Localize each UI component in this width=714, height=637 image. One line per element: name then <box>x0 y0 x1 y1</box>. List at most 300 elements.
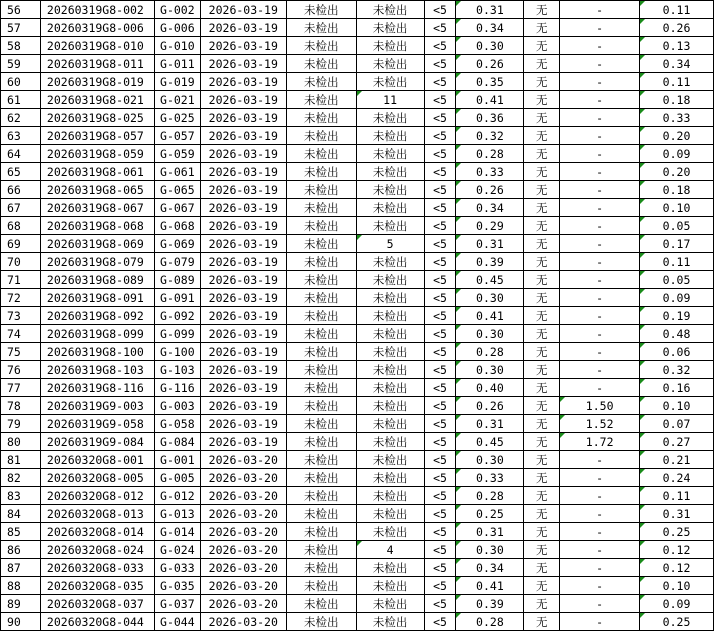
flag-cell[interactable]: 无 <box>524 91 560 109</box>
limit-cell[interactable]: <5 <box>424 271 456 289</box>
result-b-cell[interactable]: 未检出 <box>356 559 424 577</box>
test-date-cell[interactable]: 2026-03-19 <box>200 37 286 55</box>
value-e-cell[interactable]: 0.25 <box>640 523 714 541</box>
value-d-cell[interactable]: - <box>560 523 640 541</box>
test-date-cell[interactable]: 2026-03-19 <box>200 325 286 343</box>
result-a-cell[interactable]: 未检出 <box>286 181 356 199</box>
test-date-cell[interactable]: 2026-03-19 <box>200 1 286 19</box>
test-date-cell[interactable]: 2026-03-19 <box>200 181 286 199</box>
value-e-cell[interactable]: 0.20 <box>640 127 714 145</box>
sample-code-cell[interactable]: G-069 <box>154 235 200 253</box>
limit-cell[interactable]: <5 <box>424 235 456 253</box>
test-date-cell[interactable]: 2026-03-19 <box>200 145 286 163</box>
limit-cell[interactable]: <5 <box>424 181 456 199</box>
result-b-cell[interactable]: 未检出 <box>356 523 424 541</box>
flag-cell[interactable]: 无 <box>524 19 560 37</box>
sample-code-cell[interactable]: G-035 <box>154 577 200 595</box>
result-a-cell[interactable]: 未检出 <box>286 145 356 163</box>
value-d-cell[interactable]: - <box>560 181 640 199</box>
value-c-cell[interactable]: 0.31 <box>456 415 524 433</box>
sample-code-cell[interactable]: G-059 <box>154 145 200 163</box>
limit-cell[interactable]: <5 <box>424 19 456 37</box>
limit-cell[interactable]: <5 <box>424 361 456 379</box>
result-a-cell[interactable]: 未检出 <box>286 397 356 415</box>
flag-cell[interactable]: 无 <box>524 271 560 289</box>
test-date-cell[interactable]: 2026-03-19 <box>200 253 286 271</box>
test-date-cell[interactable]: 2026-03-19 <box>200 73 286 91</box>
result-b-cell[interactable]: 未检出 <box>356 397 424 415</box>
sample-code-cell[interactable]: G-003 <box>154 397 200 415</box>
sample-id-cell[interactable]: 20260320G8-005 <box>40 469 154 487</box>
sample-code-cell[interactable]: G-021 <box>154 91 200 109</box>
row-number-cell[interactable]: 86 <box>1 541 41 559</box>
sample-id-cell[interactable]: 20260320G8-013 <box>40 505 154 523</box>
result-a-cell[interactable]: 未检出 <box>286 253 356 271</box>
sample-code-cell[interactable]: G-005 <box>154 469 200 487</box>
limit-cell[interactable]: <5 <box>424 559 456 577</box>
test-date-cell[interactable]: 2026-03-19 <box>200 271 286 289</box>
value-e-cell[interactable]: 0.10 <box>640 199 714 217</box>
sample-id-cell[interactable]: 20260320G8-035 <box>40 577 154 595</box>
value-d-cell[interactable]: - <box>560 451 640 469</box>
limit-cell[interactable]: <5 <box>424 109 456 127</box>
value-c-cell[interactable]: 0.28 <box>456 145 524 163</box>
sample-code-cell[interactable]: G-011 <box>154 55 200 73</box>
row-number-cell[interactable]: 65 <box>1 163 41 181</box>
result-a-cell[interactable]: 未检出 <box>286 559 356 577</box>
flag-cell[interactable]: 无 <box>524 181 560 199</box>
result-a-cell[interactable]: 未检出 <box>286 379 356 397</box>
value-d-cell[interactable]: - <box>560 55 640 73</box>
row-number-cell[interactable]: 78 <box>1 397 41 415</box>
flag-cell[interactable]: 无 <box>524 199 560 217</box>
result-b-cell[interactable]: 未检出 <box>356 217 424 235</box>
result-b-cell[interactable]: 未检出 <box>356 613 424 631</box>
test-date-cell[interactable]: 2026-03-20 <box>200 505 286 523</box>
value-c-cell[interactable]: 0.30 <box>456 541 524 559</box>
sample-code-cell[interactable]: G-091 <box>154 289 200 307</box>
value-c-cell[interactable]: 0.34 <box>456 559 524 577</box>
sample-id-cell[interactable]: 20260319G8-116 <box>40 379 154 397</box>
result-a-cell[interactable]: 未检出 <box>286 217 356 235</box>
sample-id-cell[interactable]: 20260319G9-058 <box>40 415 154 433</box>
flag-cell[interactable]: 无 <box>524 73 560 91</box>
sample-id-cell[interactable]: 20260320G8-012 <box>40 487 154 505</box>
flag-cell[interactable]: 无 <box>524 163 560 181</box>
result-b-cell[interactable]: 5 <box>356 235 424 253</box>
flag-cell[interactable]: 无 <box>524 451 560 469</box>
value-c-cell[interactable]: 0.29 <box>456 217 524 235</box>
sample-id-cell[interactable]: 20260320G8-037 <box>40 595 154 613</box>
value-c-cell[interactable]: 0.39 <box>456 253 524 271</box>
result-a-cell[interactable]: 未检出 <box>286 271 356 289</box>
result-a-cell[interactable]: 未检出 <box>286 541 356 559</box>
value-d-cell[interactable]: - <box>560 163 640 181</box>
test-date-cell[interactable]: 2026-03-19 <box>200 91 286 109</box>
flag-cell[interactable]: 无 <box>524 307 560 325</box>
value-e-cell[interactable]: 0.09 <box>640 595 714 613</box>
result-b-cell[interactable]: 4 <box>356 541 424 559</box>
result-a-cell[interactable]: 未检出 <box>286 163 356 181</box>
result-a-cell[interactable]: 未检出 <box>286 451 356 469</box>
value-d-cell[interactable]: - <box>560 325 640 343</box>
value-e-cell[interactable]: 0.25 <box>640 613 714 631</box>
value-c-cell[interactable]: 0.30 <box>456 37 524 55</box>
value-c-cell[interactable]: 0.41 <box>456 577 524 595</box>
flag-cell[interactable]: 无 <box>524 379 560 397</box>
value-e-cell[interactable]: 0.05 <box>640 271 714 289</box>
test-date-cell[interactable]: 2026-03-19 <box>200 361 286 379</box>
limit-cell[interactable]: <5 <box>424 73 456 91</box>
result-b-cell[interactable]: 未检出 <box>356 37 424 55</box>
value-c-cell[interactable]: 0.41 <box>456 307 524 325</box>
result-a-cell[interactable]: 未检出 <box>286 91 356 109</box>
flag-cell[interactable]: 无 <box>524 541 560 559</box>
test-date-cell[interactable]: 2026-03-20 <box>200 595 286 613</box>
result-b-cell[interactable]: 未检出 <box>356 73 424 91</box>
result-a-cell[interactable]: 未检出 <box>286 235 356 253</box>
value-e-cell[interactable]: 0.32 <box>640 361 714 379</box>
value-e-cell[interactable]: 0.20 <box>640 163 714 181</box>
flag-cell[interactable]: 无 <box>524 127 560 145</box>
limit-cell[interactable]: <5 <box>424 505 456 523</box>
value-d-cell[interactable]: 1.50 <box>560 397 640 415</box>
value-e-cell[interactable]: 0.48 <box>640 325 714 343</box>
value-e-cell[interactable]: 0.12 <box>640 541 714 559</box>
result-b-cell[interactable]: 未检出 <box>356 307 424 325</box>
flag-cell[interactable]: 无 <box>524 217 560 235</box>
value-e-cell[interactable]: 0.11 <box>640 487 714 505</box>
value-e-cell[interactable]: 0.12 <box>640 559 714 577</box>
row-number-cell[interactable]: 69 <box>1 235 41 253</box>
row-number-cell[interactable]: 58 <box>1 37 41 55</box>
row-number-cell[interactable]: 81 <box>1 451 41 469</box>
sample-code-cell[interactable]: G-100 <box>154 343 200 361</box>
limit-cell[interactable]: <5 <box>424 37 456 55</box>
value-d-cell[interactable]: - <box>560 379 640 397</box>
sample-id-cell[interactable]: 20260320G8-044 <box>40 613 154 631</box>
test-date-cell[interactable]: 2026-03-19 <box>200 397 286 415</box>
test-date-cell[interactable]: 2026-03-19 <box>200 127 286 145</box>
result-a-cell[interactable]: 未检出 <box>286 343 356 361</box>
result-b-cell[interactable]: 11 <box>356 91 424 109</box>
row-number-cell[interactable]: 72 <box>1 289 41 307</box>
result-b-cell[interactable]: 未检出 <box>356 505 424 523</box>
value-e-cell[interactable]: 0.34 <box>640 55 714 73</box>
result-a-cell[interactable]: 未检出 <box>286 505 356 523</box>
row-number-cell[interactable]: 83 <box>1 487 41 505</box>
value-d-cell[interactable]: 1.72 <box>560 433 640 451</box>
result-b-cell[interactable]: 未检出 <box>356 325 424 343</box>
result-b-cell[interactable]: 未检出 <box>356 487 424 505</box>
row-number-cell[interactable]: 67 <box>1 199 41 217</box>
value-e-cell[interactable]: 0.07 <box>640 415 714 433</box>
row-number-cell[interactable]: 79 <box>1 415 41 433</box>
limit-cell[interactable]: <5 <box>424 307 456 325</box>
value-d-cell[interactable]: - <box>560 505 640 523</box>
value-c-cell[interactable]: 0.26 <box>456 55 524 73</box>
result-a-cell[interactable]: 未检出 <box>286 37 356 55</box>
value-c-cell[interactable]: 0.41 <box>456 91 524 109</box>
result-b-cell[interactable]: 未检出 <box>356 127 424 145</box>
result-a-cell[interactable]: 未检出 <box>286 289 356 307</box>
sample-id-cell[interactable]: 20260319G8-057 <box>40 127 154 145</box>
sample-code-cell[interactable]: G-013 <box>154 505 200 523</box>
result-b-cell[interactable]: 未检出 <box>356 55 424 73</box>
result-b-cell[interactable]: 未检出 <box>356 271 424 289</box>
test-date-cell[interactable]: 2026-03-20 <box>200 523 286 541</box>
test-date-cell[interactable]: 2026-03-19 <box>200 217 286 235</box>
flag-cell[interactable]: 无 <box>524 613 560 631</box>
sample-id-cell[interactable]: 20260320G8-024 <box>40 541 154 559</box>
row-number-cell[interactable]: 64 <box>1 145 41 163</box>
limit-cell[interactable]: <5 <box>424 1 456 19</box>
value-e-cell[interactable]: 0.31 <box>640 505 714 523</box>
result-b-cell[interactable]: 未检出 <box>356 181 424 199</box>
sample-code-cell[interactable]: G-025 <box>154 109 200 127</box>
value-c-cell[interactable]: 0.32 <box>456 127 524 145</box>
flag-cell[interactable]: 无 <box>524 415 560 433</box>
value-d-cell[interactable]: - <box>560 235 640 253</box>
value-c-cell[interactable]: 0.36 <box>456 109 524 127</box>
sample-id-cell[interactable]: 20260320G8-033 <box>40 559 154 577</box>
value-d-cell[interactable]: - <box>560 307 640 325</box>
flag-cell[interactable]: 无 <box>524 505 560 523</box>
sample-id-cell[interactable]: 20260319G8-099 <box>40 325 154 343</box>
value-d-cell[interactable]: - <box>560 343 640 361</box>
value-c-cell[interactable]: 0.45 <box>456 271 524 289</box>
flag-cell[interactable]: 无 <box>524 253 560 271</box>
result-a-cell[interactable]: 未检出 <box>286 487 356 505</box>
value-c-cell[interactable]: 0.26 <box>456 397 524 415</box>
row-number-cell[interactable]: 76 <box>1 361 41 379</box>
limit-cell[interactable]: <5 <box>424 217 456 235</box>
flag-cell[interactable]: 无 <box>524 1 560 19</box>
value-d-cell[interactable]: - <box>560 73 640 91</box>
sample-id-cell[interactable]: 20260319G8-100 <box>40 343 154 361</box>
sample-id-cell[interactable]: 20260320G8-001 <box>40 451 154 469</box>
sample-code-cell[interactable]: G-037 <box>154 595 200 613</box>
value-e-cell[interactable]: 0.09 <box>640 145 714 163</box>
sample-code-cell[interactable]: G-092 <box>154 307 200 325</box>
row-number-cell[interactable]: 82 <box>1 469 41 487</box>
test-date-cell[interactable]: 2026-03-20 <box>200 541 286 559</box>
limit-cell[interactable]: <5 <box>424 55 456 73</box>
value-e-cell[interactable]: 0.11 <box>640 253 714 271</box>
result-b-cell[interactable]: 未检出 <box>356 595 424 613</box>
sample-id-cell[interactable]: 20260319G8-067 <box>40 199 154 217</box>
result-b-cell[interactable]: 未检出 <box>356 145 424 163</box>
result-a-cell[interactable]: 未检出 <box>286 199 356 217</box>
test-date-cell[interactable]: 2026-03-19 <box>200 55 286 73</box>
result-b-cell[interactable]: 未检出 <box>356 19 424 37</box>
value-e-cell[interactable]: 0.24 <box>640 469 714 487</box>
result-b-cell[interactable]: 未检出 <box>356 415 424 433</box>
limit-cell[interactable]: <5 <box>424 163 456 181</box>
result-a-cell[interactable]: 未检出 <box>286 595 356 613</box>
row-number-cell[interactable]: 90 <box>1 613 41 631</box>
flag-cell[interactable]: 无 <box>524 469 560 487</box>
limit-cell[interactable]: <5 <box>424 469 456 487</box>
value-c-cell[interactable]: 0.31 <box>456 523 524 541</box>
limit-cell[interactable]: <5 <box>424 523 456 541</box>
limit-cell[interactable]: <5 <box>424 199 456 217</box>
sample-code-cell[interactable]: G-044 <box>154 613 200 631</box>
test-date-cell[interactable]: 2026-03-19 <box>200 379 286 397</box>
result-a-cell[interactable]: 未检出 <box>286 55 356 73</box>
value-c-cell[interactable]: 0.30 <box>456 325 524 343</box>
sample-code-cell[interactable]: G-089 <box>154 271 200 289</box>
result-b-cell[interactable]: 未检出 <box>356 379 424 397</box>
test-date-cell[interactable]: 2026-03-19 <box>200 235 286 253</box>
sample-code-cell[interactable]: G-099 <box>154 325 200 343</box>
sample-id-cell[interactable]: 20260319G8-091 <box>40 289 154 307</box>
row-number-cell[interactable]: 85 <box>1 523 41 541</box>
sample-id-cell[interactable]: 20260319G9-084 <box>40 433 154 451</box>
limit-cell[interactable]: <5 <box>424 595 456 613</box>
value-c-cell[interactable]: 0.31 <box>456 235 524 253</box>
value-c-cell[interactable]: 0.28 <box>456 613 524 631</box>
value-e-cell[interactable]: 0.33 <box>640 109 714 127</box>
flag-cell[interactable]: 无 <box>524 433 560 451</box>
flag-cell[interactable]: 无 <box>524 145 560 163</box>
sample-code-cell[interactable]: G-116 <box>154 379 200 397</box>
result-a-cell[interactable]: 未检出 <box>286 613 356 631</box>
sample-id-cell[interactable]: 20260319G8-065 <box>40 181 154 199</box>
flag-cell[interactable]: 无 <box>524 523 560 541</box>
limit-cell[interactable]: <5 <box>424 145 456 163</box>
sample-code-cell[interactable]: G-010 <box>154 37 200 55</box>
result-b-cell[interactable]: 未检出 <box>356 433 424 451</box>
sample-id-cell[interactable]: 20260319G9-003 <box>40 397 154 415</box>
test-date-cell[interactable]: 2026-03-19 <box>200 415 286 433</box>
result-a-cell[interactable]: 未检出 <box>286 19 356 37</box>
flag-cell[interactable]: 无 <box>524 595 560 613</box>
sample-id-cell[interactable]: 20260319G8-069 <box>40 235 154 253</box>
value-e-cell[interactable]: 0.16 <box>640 379 714 397</box>
row-number-cell[interactable]: 70 <box>1 253 41 271</box>
flag-cell[interactable]: 无 <box>524 577 560 595</box>
result-b-cell[interactable]: 未检出 <box>356 109 424 127</box>
value-e-cell[interactable]: 0.17 <box>640 235 714 253</box>
sample-code-cell[interactable]: G-065 <box>154 181 200 199</box>
value-e-cell[interactable]: 0.21 <box>640 451 714 469</box>
sample-code-cell[interactable]: G-068 <box>154 217 200 235</box>
test-date-cell[interactable]: 2026-03-20 <box>200 469 286 487</box>
sample-code-cell[interactable]: G-019 <box>154 73 200 91</box>
limit-cell[interactable]: <5 <box>424 289 456 307</box>
row-number-cell[interactable]: 66 <box>1 181 41 199</box>
row-number-cell[interactable]: 87 <box>1 559 41 577</box>
sample-id-cell[interactable]: 20260319G8-011 <box>40 55 154 73</box>
row-number-cell[interactable]: 71 <box>1 271 41 289</box>
result-b-cell[interactable]: 未检出 <box>356 469 424 487</box>
value-c-cell[interactable]: 0.40 <box>456 379 524 397</box>
flag-cell[interactable]: 无 <box>524 289 560 307</box>
value-d-cell[interactable]: - <box>560 613 640 631</box>
test-date-cell[interactable]: 2026-03-19 <box>200 199 286 217</box>
value-c-cell[interactable]: 0.25 <box>456 505 524 523</box>
value-c-cell[interactable]: 0.45 <box>456 433 524 451</box>
test-date-cell[interactable]: 2026-03-19 <box>200 289 286 307</box>
result-a-cell[interactable]: 未检出 <box>286 325 356 343</box>
value-d-cell[interactable]: - <box>560 361 640 379</box>
sample-code-cell[interactable]: G-002 <box>154 1 200 19</box>
sample-id-cell[interactable]: 20260319G8-061 <box>40 163 154 181</box>
value-c-cell[interactable]: 0.30 <box>456 361 524 379</box>
test-date-cell[interactable]: 2026-03-20 <box>200 577 286 595</box>
result-a-cell[interactable]: 未检出 <box>286 361 356 379</box>
limit-cell[interactable]: <5 <box>424 613 456 631</box>
result-a-cell[interactable]: 未检出 <box>286 1 356 19</box>
sample-code-cell[interactable]: G-061 <box>154 163 200 181</box>
value-e-cell[interactable]: 0.26 <box>640 19 714 37</box>
result-a-cell[interactable]: 未检出 <box>286 109 356 127</box>
sample-id-cell[interactable]: 20260319G8-006 <box>40 19 154 37</box>
sample-code-cell[interactable]: G-001 <box>154 451 200 469</box>
value-d-cell[interactable]: - <box>560 109 640 127</box>
limit-cell[interactable]: <5 <box>424 397 456 415</box>
value-c-cell[interactable]: 0.34 <box>456 19 524 37</box>
sample-code-cell[interactable]: G-033 <box>154 559 200 577</box>
flag-cell[interactable]: 无 <box>524 397 560 415</box>
sample-id-cell[interactable]: 20260319G8-068 <box>40 217 154 235</box>
result-b-cell[interactable]: 未检出 <box>356 577 424 595</box>
test-date-cell[interactable]: 2026-03-19 <box>200 163 286 181</box>
flag-cell[interactable]: 无 <box>524 55 560 73</box>
result-a-cell[interactable]: 未检出 <box>286 307 356 325</box>
result-b-cell[interactable]: 未检出 <box>356 199 424 217</box>
value-c-cell[interactable]: 0.26 <box>456 181 524 199</box>
result-a-cell[interactable]: 未检出 <box>286 523 356 541</box>
sample-code-cell[interactable]: G-058 <box>154 415 200 433</box>
row-number-cell[interactable]: 88 <box>1 577 41 595</box>
test-date-cell[interactable]: 2026-03-19 <box>200 19 286 37</box>
value-c-cell[interactable]: 0.30 <box>456 451 524 469</box>
row-number-cell[interactable]: 62 <box>1 109 41 127</box>
value-e-cell[interactable]: 0.18 <box>640 91 714 109</box>
sample-id-cell[interactable]: 20260320G8-014 <box>40 523 154 541</box>
result-a-cell[interactable]: 未检出 <box>286 469 356 487</box>
test-date-cell[interactable]: 2026-03-20 <box>200 487 286 505</box>
value-d-cell[interactable]: - <box>560 145 640 163</box>
value-d-cell[interactable]: - <box>560 595 640 613</box>
row-number-cell[interactable]: 89 <box>1 595 41 613</box>
value-c-cell[interactable]: 0.34 <box>456 199 524 217</box>
value-e-cell[interactable]: 0.11 <box>640 73 714 91</box>
limit-cell[interactable]: <5 <box>424 577 456 595</box>
flag-cell[interactable]: 无 <box>524 109 560 127</box>
test-date-cell[interactable]: 2026-03-19 <box>200 433 286 451</box>
value-d-cell[interactable]: 1.52 <box>560 415 640 433</box>
row-number-cell[interactable]: 59 <box>1 55 41 73</box>
value-e-cell[interactable]: 0.19 <box>640 307 714 325</box>
value-d-cell[interactable]: - <box>560 37 640 55</box>
sample-id-cell[interactable]: 20260319G8-092 <box>40 307 154 325</box>
limit-cell[interactable]: <5 <box>424 379 456 397</box>
sample-id-cell[interactable]: 20260319G8-019 <box>40 73 154 91</box>
row-number-cell[interactable]: 73 <box>1 307 41 325</box>
value-c-cell[interactable]: 0.28 <box>456 343 524 361</box>
flag-cell[interactable]: 无 <box>524 235 560 253</box>
sample-id-cell[interactable]: 20260319G8-103 <box>40 361 154 379</box>
result-b-cell[interactable]: 未检出 <box>356 163 424 181</box>
result-a-cell[interactable]: 未检出 <box>286 127 356 145</box>
result-a-cell[interactable]: 未检出 <box>286 415 356 433</box>
value-e-cell[interactable]: 0.13 <box>640 37 714 55</box>
flag-cell[interactable]: 无 <box>524 487 560 505</box>
row-number-cell[interactable]: 75 <box>1 343 41 361</box>
